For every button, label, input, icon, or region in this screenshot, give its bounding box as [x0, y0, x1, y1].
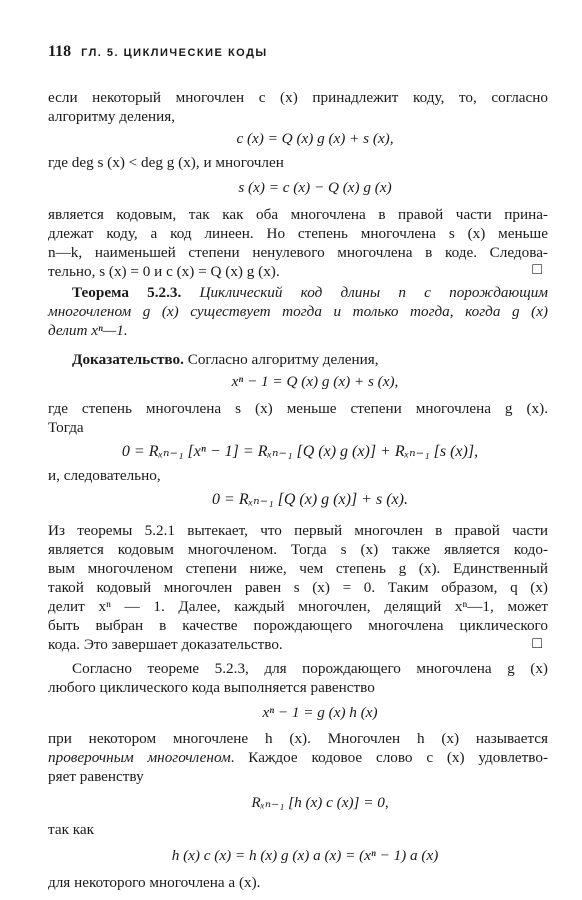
theorem-line: делит xⁿ—1. [48, 322, 128, 339]
paragraph-line: при некотором многочлене h (x). Многочлен h (x) называется [48, 730, 548, 747]
formula: c (x) = Q (x) g (x) + s (x), [236, 130, 394, 147]
paragraph-line: быть выбран в качестве порождающего многочлена циклического [48, 617, 548, 634]
page-number: 118 [48, 43, 72, 60]
qed-symbol: □ [532, 635, 542, 652]
paragraph-line: вым многочленом степени ниже, чем степень g (x). Единственный [48, 560, 548, 577]
formula: xⁿ − 1 = Q (x) g (x) + s (x), [231, 373, 399, 390]
page-header [48, 42, 548, 63]
paragraph-line: такой кодовый многочлен равен s (x) = 0. Таким образом, q (x) [48, 579, 548, 596]
paragraph-line: если некоторый многочлен c (x) принадлежит коду, то, согласно [48, 89, 548, 106]
paragraph-line: Согласно теореме 5.2.3, для порождающего многочлена g (x) [72, 660, 548, 677]
paragraph-line: где степень многочлена s (x) меньше степени многочлена g (x). [48, 400, 548, 417]
paragraph-line: ряет равенству [48, 768, 144, 785]
formula: Rₓₙ₋₁ [h (x) c (x)] = 0, [251, 794, 389, 811]
paragraph-line: делит xⁿ — 1. Далее, каждый многочлен, делящий xⁿ—1, может [48, 598, 548, 615]
paragraph-text: . Каждое кодовое слово c (x) удовлетво- [230, 749, 548, 766]
qed-symbol: □ [532, 261, 542, 278]
paragraph-line: длежат коду, а код линеен. Но степень многочлена s (x) меньше [48, 225, 548, 242]
paragraph-line: Из теоремы 5.2.1 вытекает, что первый многочлен в правой части [48, 522, 548, 539]
formula: xⁿ − 1 = g (x) h (x) [262, 704, 378, 721]
paragraph-line: так как [48, 821, 95, 838]
proof-line [48, 350, 548, 369]
paragraph-line: алгоритму деления, [48, 108, 176, 125]
theorem-line: многочленом g (x) существует тогда и только тогда, когда g (x) [48, 303, 548, 320]
paragraph-line: является кодовым многочленом. Тогда s (x) также является кодо- [48, 541, 548, 558]
paragraph-line: Тогда [48, 419, 84, 436]
proof-label: Доказательство. [72, 351, 184, 368]
paragraph-line: любого циклического кода выполняется равенство [48, 679, 375, 696]
paragraph-line: где deg s (x) < deg g (x), и многочлен [48, 154, 284, 171]
term-italic: проверочным многочленом [48, 749, 231, 766]
paragraph-line: является кодовым, так как оба многочлена в правой части прина- [48, 206, 548, 223]
proof-text: Согласно алгоритму деления, [183, 351, 379, 368]
paragraph-line: для некоторого многочлена a (x). [48, 874, 261, 891]
paragraph-line: тельно, s (x) = 0 и c (x) = Q (x) g (x). [48, 263, 280, 280]
formula: 0 = Rₓₙ₋₁ [xⁿ − 1] = Rₓₙ₋₁ [Q (x) g (x)] + Rₓₙ₋₁ [s (x)], [121, 443, 479, 460]
theorem-line [48, 283, 548, 302]
paragraph-line: и, следовательно, [48, 467, 161, 484]
chapter-title: ГЛ. 5. ЦИКЛИЧЕСКИЕ КОДЫ [81, 47, 268, 59]
theorem-text: Циклический код длины n с порождающим [181, 284, 548, 301]
formula: 0 = Rₓₙ₋₁ [Q (x) g (x)] + s (x). [212, 491, 408, 508]
paragraph-line: n—k, наименьшей степени ненулевого многочлена в коде. Следова- [48, 244, 548, 261]
paragraph-line [48, 748, 548, 767]
paragraph-line: кода. Это завершает доказательство. [48, 636, 283, 653]
formula: s (x) = c (x) − Q (x) g (x) [238, 179, 392, 196]
theorem-label: Теорема 5.2.3. [72, 284, 182, 301]
formula: h (x) c (x) = h (x) g (x) a (x) = (xⁿ − 1) a (x) [171, 847, 439, 864]
